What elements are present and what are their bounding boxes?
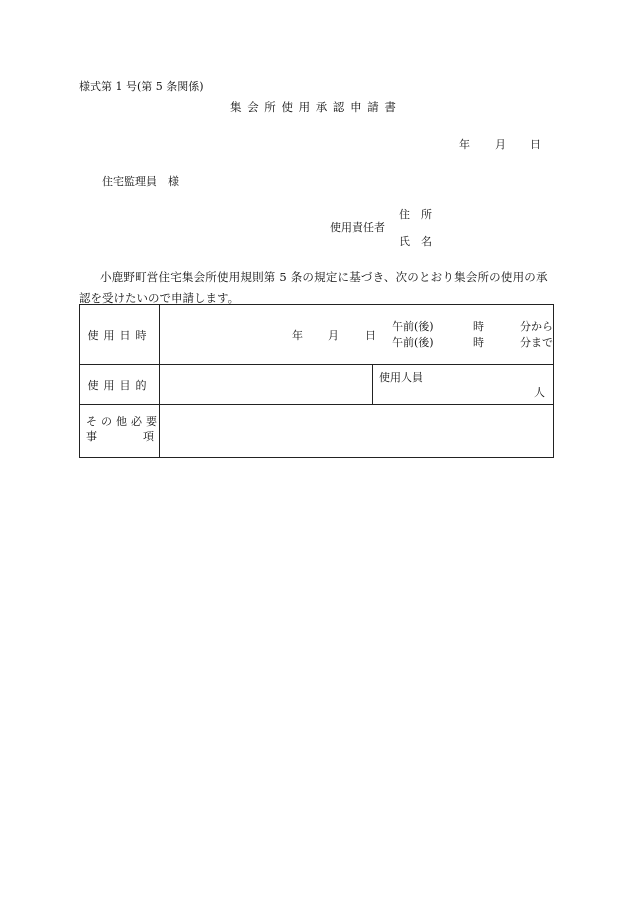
usage-month-label: 月 xyxy=(328,329,339,342)
date-year-label: 年 xyxy=(459,138,470,151)
usage-day-label: 日 xyxy=(365,329,376,342)
request-statement-line-2: 認を受けたいので申請します。 xyxy=(79,291,240,305)
start-hour-label: 時 xyxy=(473,320,484,333)
form-number: 様式第 1 号(第 5 条関係) xyxy=(79,80,204,93)
address-label: 住 所 xyxy=(399,208,432,221)
date-month-label: 月 xyxy=(495,138,506,151)
other-matters-row xyxy=(80,405,554,458)
request-statement-line-1: 小鹿野町営住宅集会所使用規則第 5 条の規定に基づき、次のとおり集会所の使用の承 xyxy=(100,270,548,284)
start-minute-label: 分から xyxy=(520,320,553,333)
usage-datetime-label-cell xyxy=(80,305,160,365)
end-minute-label: 分まで xyxy=(520,336,553,349)
usage-purpose-row xyxy=(80,365,554,405)
usage-year-label: 年 xyxy=(292,329,303,342)
other-matters-field[interactable] xyxy=(160,405,554,458)
request-statement xyxy=(79,267,555,309)
number-of-users-unit: 人 xyxy=(534,386,545,399)
usage-purpose-label: 使用目的 xyxy=(87,378,152,392)
other-matters-label-cell xyxy=(80,405,160,458)
other-matters-label-line-2b: 項 xyxy=(143,430,154,443)
number-of-users-label: 使用人員 xyxy=(379,371,423,384)
addressee: 住宅監理員 様 xyxy=(102,175,179,188)
start-ampm-label: 午前(後) xyxy=(392,320,434,333)
application-table xyxy=(79,304,554,458)
usage-datetime-field[interactable] xyxy=(160,305,554,365)
other-matters-label-line-2a: 事 xyxy=(86,430,97,443)
usage-datetime-row xyxy=(80,305,554,365)
number-of-users-field[interactable] xyxy=(373,365,554,405)
usage-datetime-label: 使用日時 xyxy=(87,328,152,342)
name-label: 氏 名 xyxy=(399,235,432,248)
end-ampm-label: 午前(後) xyxy=(392,336,434,349)
usage-purpose-label-cell xyxy=(80,365,160,405)
document-title: 集 会 所 使 用 承 認 申 請 書 xyxy=(230,100,397,114)
applicant-label: 使用責任者 xyxy=(330,221,385,234)
usage-purpose-field[interactable] xyxy=(160,365,373,405)
date-day-label: 日 xyxy=(530,138,541,151)
end-hour-label: 時 xyxy=(473,336,484,349)
other-matters-label-line-1: その他必要 xyxy=(86,415,161,428)
